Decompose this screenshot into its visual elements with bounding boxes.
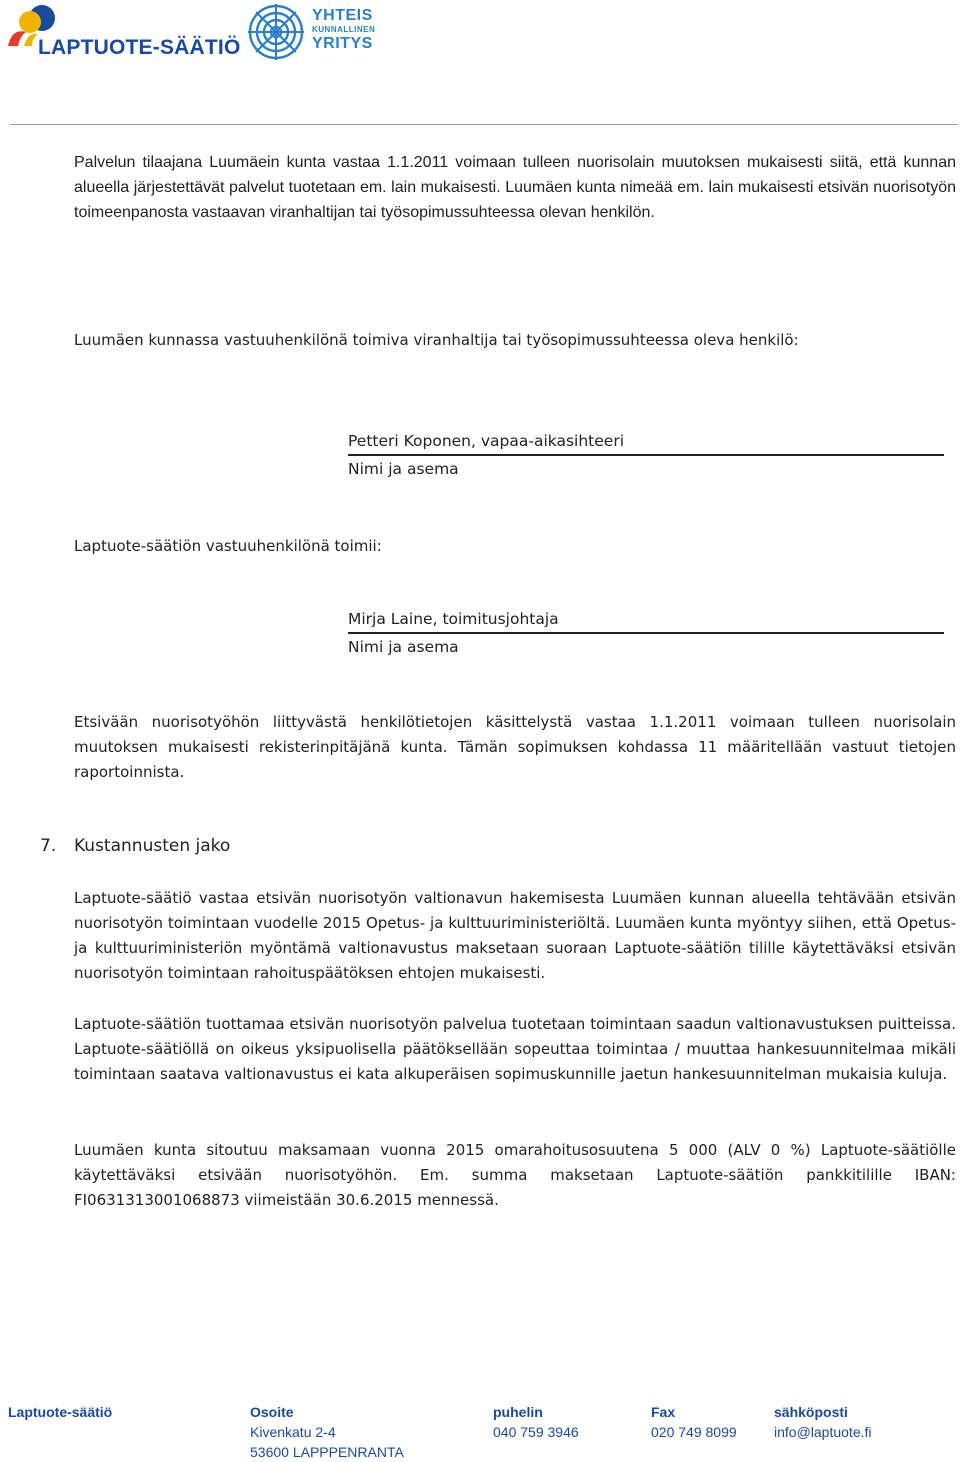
footer-org [8, 1402, 112, 1422]
logo-text-kunnallinen: KUNNALLINEN [312, 25, 376, 34]
section-number: 7. [40, 836, 57, 856]
logo-text-yhteis: YHTEIS [312, 7, 373, 24]
header-divider [10, 124, 958, 125]
footer-email-address[interactable]: info@laptuote.fi [774, 1424, 872, 1440]
logo-text-yritys: YRITYS [312, 35, 373, 52]
laptuote-logo [4, 2, 241, 66]
footer-org-name: Laptuote-säätiö [8, 1404, 113, 1420]
footer-address-line-1: Kivenkatu 2-4 [250, 1424, 336, 1440]
intro-paragraph: Palvelun tilaajana Luumäein kunta vastaa 1.1.2011 voimaan tulleen nuorisolain muutoksen mukaisesti siitä, että kunnan alueella järjestettävät palvelut tuotetaan em. lain mukaisesti. Luumäen kunta nimeää em. lain mukaisesti etsivän nuorisotyön toimeenpanosta vastaavan viranhaltijan tai työsopimussuhteessa olevan henkilön. [74, 154, 956, 221]
footer-fax [651, 1402, 737, 1442]
page-footer [0, 1402, 960, 1462]
footer-phone-number: 040 759 3946 [493, 1424, 579, 1440]
municipality-signature-block [348, 428, 944, 478]
foundation-responsible-text: Laptuote-säätiön vastuuhenkilönä toimii: [74, 537, 382, 555]
page-header [0, 0, 960, 70]
municipality-signatory-name: Petteri Koponen, vapaa-aikasihteeri [348, 428, 944, 456]
foundation-signature-block [348, 606, 944, 656]
rosette-icon [246, 2, 306, 62]
section-title: Kustannusten jako [74, 836, 231, 856]
footer-address-line-2: 53600 LAPPPENRANTA [250, 1444, 404, 1460]
municipality-responsible-text: Luumäen kunnassa vastuuhenkilönä toimiva viranhaltija tai työsopimussuhteessa oleva henkilö: [74, 331, 799, 349]
footer-phone [493, 1402, 579, 1442]
section-7-heading [40, 836, 230, 856]
section-7-paragraph-2: Laptuote-säätiön tuottamaa etsivän nuorisotyön palvelua tuotetaan toimintaan saadun valtionavustuksen puitteissa. Laptuote-säätiöllä on oikeus yksipuolisella päätöksellään sopeuttaa toimintaa / muuttaa hankesuunnitelmaa mikäli toimintaan saatava valtionavustus ei kata alkuperäisen sopimuskunnille jaetun hankesuunnitelman mukaisia kuluja. [74, 1015, 956, 1083]
foundation-signatory-label: Nimi ja asema [348, 638, 459, 656]
footer-phone-heading: puhelin [493, 1404, 543, 1420]
section-7-paragraph-3: Luumäen kunta sitoutuu maksamaan vuonna 2015 omarahoitusosuutena 5 000 (ALV 0 %) Laptuote-säätiölle käytettäväksi etsivään nuorisotyöhön. Em. summa maksetaan Laptuote-säätiön pankkitilille IBAN: FI0631313001068873 viimeistään 30.6.2015 mennessä. [74, 1141, 956, 1209]
municipality-signatory-label: Nimi ja asema [348, 460, 459, 478]
laptuote-logo-text: LAPTUOTE-SÄÄTIÖ [38, 36, 241, 59]
registry-paragraph: Etsivään nuorisotyöhön liittyvästä henkilötietojen käsittelystä vastaa 1.1.2011 voimaan tulleen nuorisolain muutoksen mukaisesti rekisterinpitäjänä kunta. Tämän sopimuksen kohdassa 11 määritellään vastuut tietojen raportoinnista. [74, 713, 956, 781]
section-7-paragraph-1: Laptuote-säätiö vastaa etsivän nuorisotyön valtionavun hakemisesta Luumäen kunnan alueella tehtävään etsivän nuorisotyön toimintaan vuodelle 2015 Opetus- ja kulttuuriministeriöltä. Luumäen kunta myöntyy siihen, että Opetus- ja kulttuuriministeriön myöntämä valtionavustus maksetaan suoraan Laptuote-säätiön tilille käytettäväksi etsivän nuorisotyön toimintaan rahoituspäätöksen ehtojen mukaisesti. [74, 889, 956, 982]
footer-address-heading: Osoite [250, 1404, 294, 1420]
footer-email [774, 1402, 872, 1442]
footer-fax-number: 020 749 8099 [651, 1424, 737, 1440]
footer-fax-heading: Fax [651, 1404, 676, 1420]
footer-email-heading: sähköposti [774, 1404, 848, 1420]
yhteiskunnallinen-yritys-logo [246, 2, 386, 66]
foundation-signatory-name: Mirja Laine, toimitusjohtaja [348, 606, 944, 634]
footer-address [250, 1402, 404, 1462]
